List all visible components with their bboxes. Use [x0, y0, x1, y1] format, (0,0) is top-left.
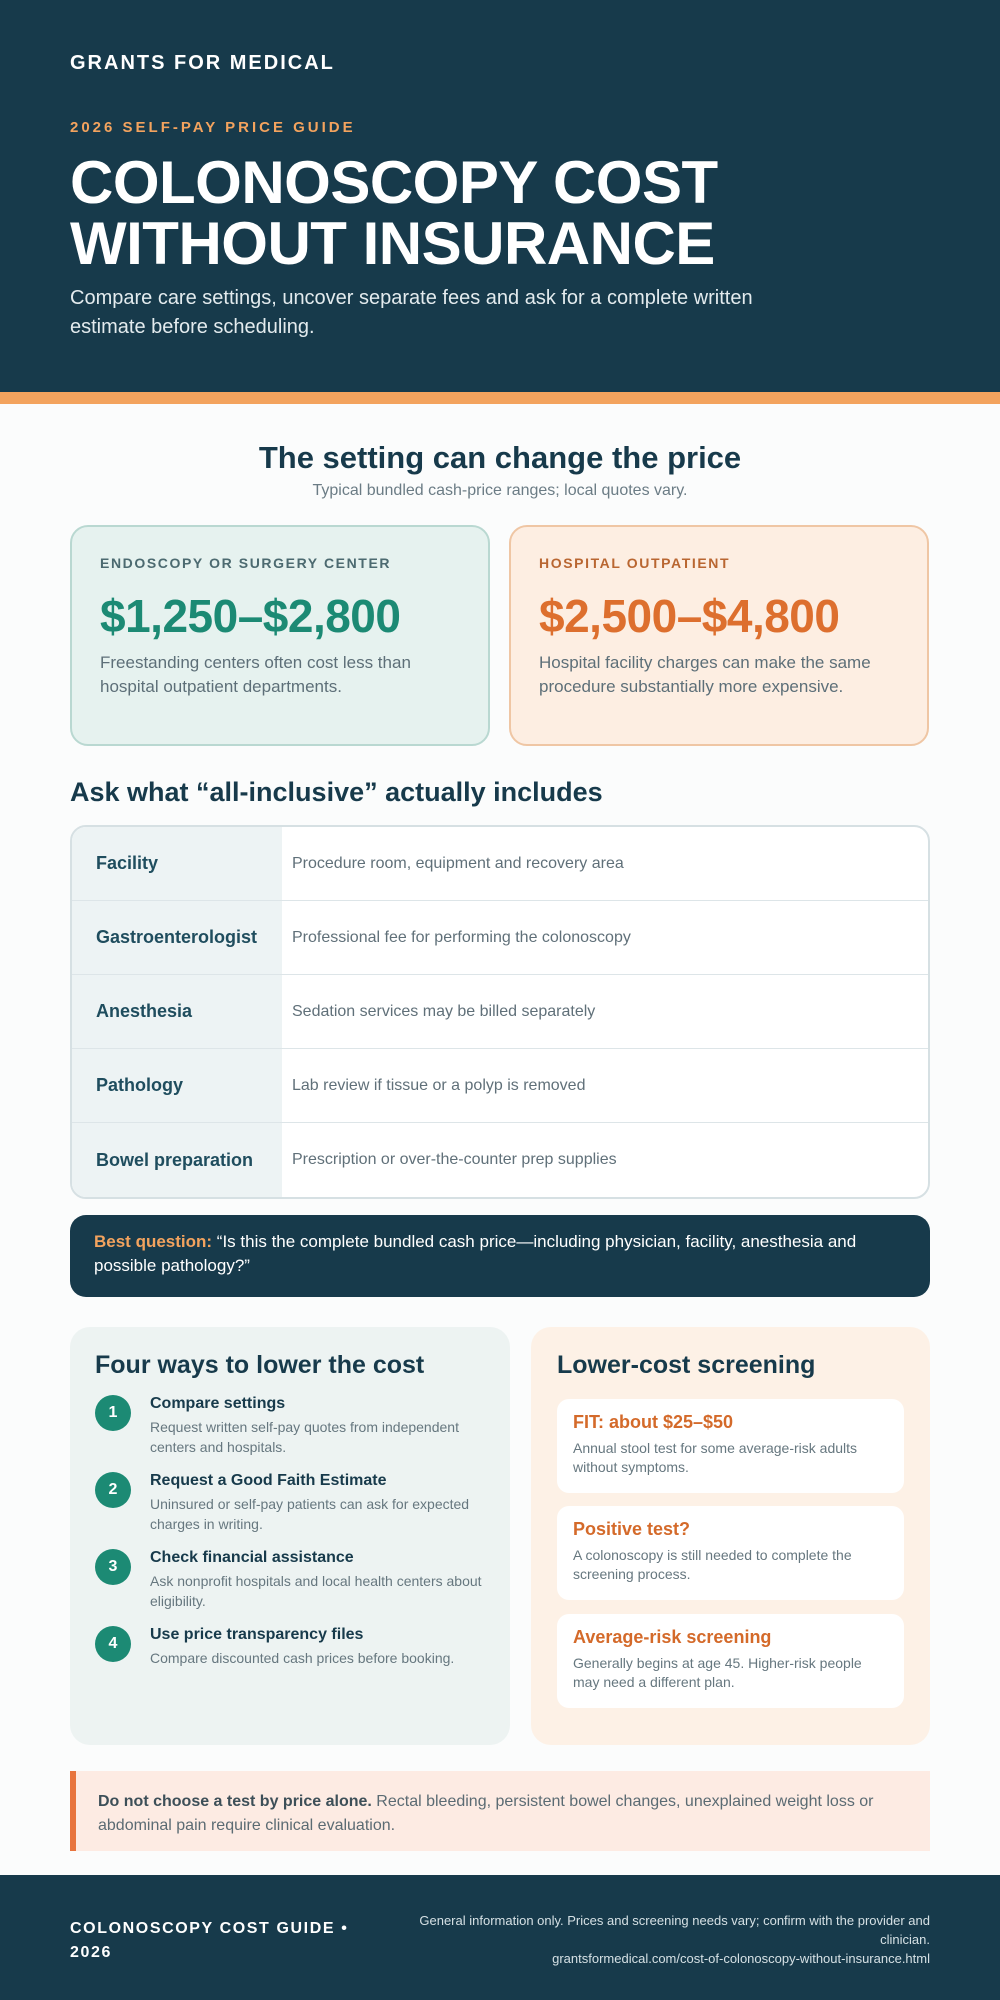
footer-disclaimer-block: [370, 1911, 930, 1968]
warning-text: Rectal bleeding, persistent bowel changes, unexplained weight loss or abdominal pain require clinical evaluation.: [98, 1793, 874, 1834]
table-row: [72, 901, 928, 975]
screening-card-title: FIT: about $25–$50: [573, 1412, 734, 1432]
screening-title: Lower-cost screening: [557, 1351, 816, 1379]
screening-card: [557, 1399, 904, 1493]
table-row-value: Sedation services may be billed separately: [292, 1002, 596, 1020]
price-card-label: HOSPITAL OUTPATIENT: [539, 555, 731, 571]
best-question-text: “Is this the complete bundled cash price—including physician, facility, anesthesia and possible pathology?”: [94, 1232, 857, 1275]
setting-subtitle: Typical bundled cash-price ranges; local quotes vary.: [312, 482, 688, 499]
screening-card: [557, 1506, 904, 1600]
warning-bold-text: Do not choose a test by price alone.: [98, 1793, 372, 1810]
screening-card: [557, 1614, 904, 1708]
accent-divider: [0, 392, 1000, 404]
step-title: Compare settings: [150, 1395, 286, 1412]
clinical-warning-callout: [70, 1771, 930, 1851]
table-row-key: Anesthesia: [72, 975, 282, 1048]
screening-card-title: Positive test?: [573, 1519, 691, 1539]
hero-eyebrow: 2026 SELF-PAY PRICE GUIDE: [70, 119, 356, 136]
table-row: [72, 827, 928, 901]
screening-panel: [531, 1327, 930, 1745]
screening-card-description: A colonoscopy is still needed to complete the screening process.: [573, 1547, 852, 1582]
step-description: Ask nonprofit hospitals and local health centers about eligibility.: [150, 1573, 482, 1609]
footer-url: grantsformedical.com/cost-of-colonoscopy-without-insurance.html: [552, 1951, 930, 1966]
footer-disclaimer: General information only. Prices and screening needs vary; confirm with the provider and clinician.: [419, 1913, 930, 1947]
page-title: COLONOSCOPY COST WITHOUT INSURANCE: [70, 149, 718, 277]
step-number-badge: 4: [95, 1626, 131, 1662]
setting-title: The setting can change the price: [258, 440, 742, 475]
table-row: [72, 975, 928, 1049]
step-number-badge: 3: [95, 1549, 131, 1585]
table-row-value: Professional fee for performing the colonoscopy: [292, 928, 631, 946]
table-row-key: Bowel preparation: [72, 1123, 282, 1197]
hero-header: [0, 0, 1000, 392]
hero-subtitle: Compare care settings, uncover separate fees and ask for a complete written estimate before scheduling.: [70, 287, 753, 338]
includes-title: Ask what “all-inclusive” actually includes: [70, 777, 603, 807]
includes-table: [70, 825, 930, 1199]
step-description: Compare discounted cash prices before booking.: [150, 1650, 455, 1666]
table-row: [72, 1123, 928, 1197]
price-card-hospital-outpatient: [509, 525, 929, 746]
step-number-badge: 1: [95, 1395, 131, 1431]
price-card-range: $2,500–$4,800: [539, 590, 840, 642]
price-card-range: $1,250–$2,800: [100, 590, 401, 642]
step-description: Request written self-pay quotes from independent centers and hospitals.: [150, 1419, 459, 1455]
table-row-value: Prescription or over-the-counter prep supplies: [292, 1151, 617, 1168]
price-card-surgery-center: [70, 525, 490, 746]
step-description: Uninsured or self-pay patients can ask for expected charges in writing.: [150, 1496, 470, 1532]
page-footer: [0, 1875, 1000, 2000]
price-card-description: Freestanding centers often cost less than hospital outpatient departments.: [100, 653, 411, 696]
table-row: [72, 1049, 928, 1123]
table-row-key: Pathology: [72, 1049, 282, 1122]
screening-card-description: Annual stool test for some average-risk adults without symptoms.: [573, 1440, 858, 1475]
step-title: Use price transparency files: [150, 1626, 364, 1643]
footer-guide-title: COLONOSCOPY COST GUIDE • 2026: [70, 1920, 349, 1961]
price-card-description: Hospital facility charges can make the same procedure substantially more expensive.: [539, 653, 871, 696]
cost-tips-title: Four ways to lower the cost: [95, 1351, 425, 1379]
best-question-label: Best question:: [94, 1232, 213, 1251]
screening-card-title: Average-risk screening: [573, 1627, 772, 1647]
brand-name: GRANTS FOR MEDICAL: [70, 52, 335, 74]
step-title: Request a Good Faith Estimate: [150, 1472, 387, 1489]
table-row-key: Facility: [72, 827, 282, 900]
step-number-badge: 2: [95, 1472, 131, 1508]
cost-tips-panel: [70, 1327, 510, 1745]
best-question-callout: [70, 1215, 930, 1297]
step-title: Check financial assistance: [150, 1549, 354, 1566]
table-row-value: Procedure room, equipment and recovery area: [292, 854, 624, 872]
table-row-value: Lab review if tissue or a polyp is removed: [292, 1076, 586, 1094]
table-row-key: Gastroenterologist: [72, 901, 282, 974]
price-card-label: ENDOSCOPY OR SURGERY CENTER: [100, 555, 392, 571]
screening-card-description: Generally begins at age 45. Higher-risk people may need a different plan.: [573, 1655, 862, 1690]
